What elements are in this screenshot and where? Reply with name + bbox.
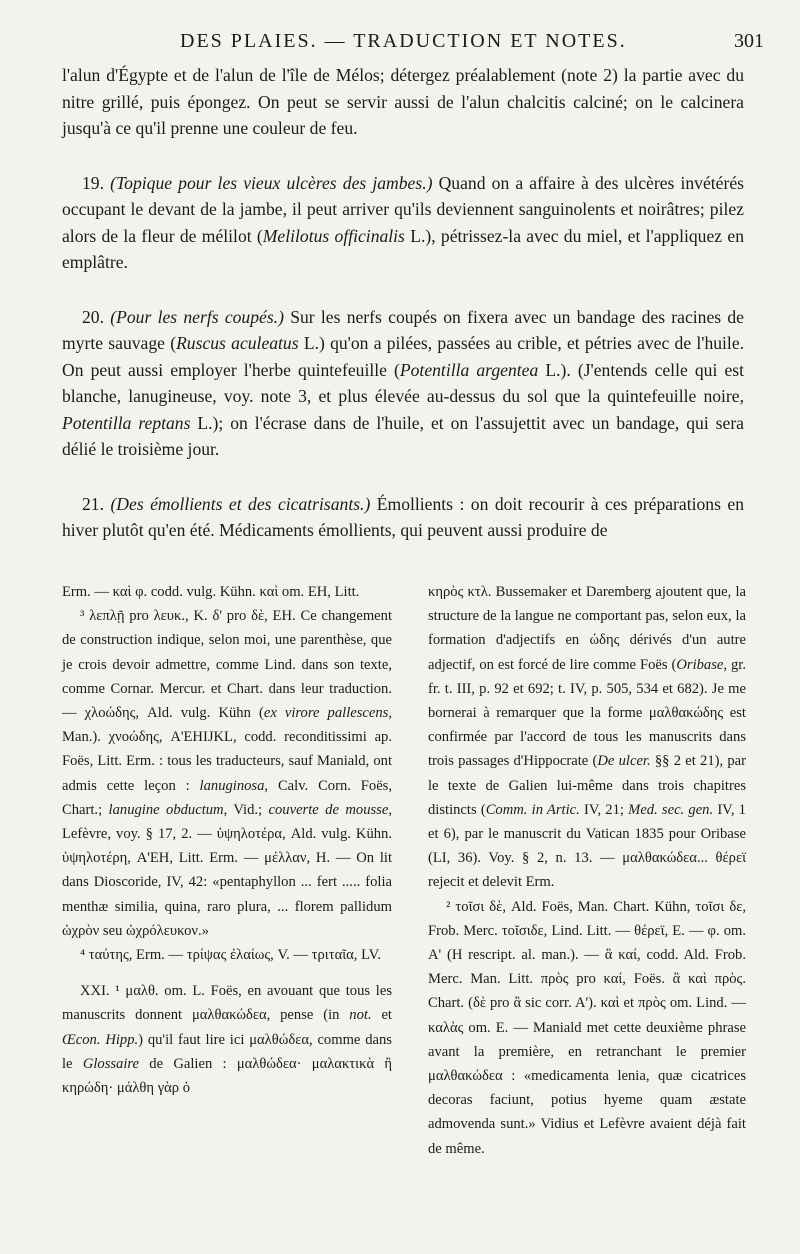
footnote-text: de Galien : μαλθώδεα· μαλακτικὰ ἢ κηρώδη· μάλθη γὰρ ὁ	[62, 1055, 392, 1097]
paragraph-title: (Des émollients et des cicatrisants.)	[110, 493, 371, 514]
footnote-italic: not.	[349, 1007, 372, 1024]
paragraph-20	[62, 304, 744, 463]
paragraph-text: L.) qu'on a pilées, passées au crible, et pétries avec de l'huile. On peut aussi employer l'herbe quintefeuille (	[62, 333, 745, 380]
footnote-xxi-1	[62, 979, 392, 1100]
paragraph-text: L.), pétrissez-la avec du miel, et l'appliquez en emplâtre.	[62, 225, 744, 272]
footnote-text: , Vid.;	[223, 801, 269, 818]
footnote-text: IV, 21;	[579, 801, 629, 818]
footnote-italic: couverte de mousse	[268, 801, 389, 818]
footnote-3	[62, 604, 392, 943]
main-text	[62, 62, 744, 544]
footnote-text: , gr. fr. t. III, p. 92 et 692; t. IV, p. 505, 534 et 682). Je me bornerai à remarquer que la forme μαλθακώδης est confirmée par l'accord de tous les manuscrits dans trois passages d'Hippocrate (	[428, 656, 746, 770]
paragraph-text: L.). (J'entends celle qui est blanche, lanugineuse, voy. note 3, et plus élevée au-dessus du sol que la quintefeuille noire,	[62, 359, 744, 406]
footnotes-right-column	[428, 580, 746, 1161]
footnote-text: ) qu'il faut lire ici μαλθώδεα, comme dans le	[62, 1031, 392, 1072]
footnote-italic: Œcon. Hipp.	[62, 1031, 139, 1048]
species-name: Potentilla reptans	[62, 412, 191, 433]
footnote-italic: ex virore pallescens	[263, 705, 389, 722]
running-title: DES PLAIES. — TRADUCTION ET NOTES.	[180, 30, 627, 52]
footnotes-left-column	[62, 580, 392, 1100]
footnote-italic: lanugine obductum	[108, 801, 224, 818]
footnote-4: ⁴ ταύτης, Erm. — τρίψας ἐλαίως, V. — τριταῖα, LV.	[80, 947, 381, 964]
species-name: Ruscus aculeatus	[176, 333, 299, 353]
paragraph-title: (Topique pour les vieux ulcères des jambes.)	[110, 172, 433, 193]
footnote-text: ³ λεπλῇ pro λευκ., K. δ' pro δὲ, EH. Ce changement de construction indique, selon moi, une parenthèse, que je crois devoir admettre, comme Lind. dans son texte, comme Cornar. Mercur. et Chart. dans leur traduction. — χλοώδης, Ald. vulg. Kühn (	[62, 608, 392, 722]
footnote-italic: lanuginosa	[199, 777, 265, 794]
paragraph-continuation: l'alun d'Égypte et de l'alun de l'île de Mélos; détergez préalablement (note 2) la partie avec du nitre grillé, puis épongez. On peut se servir aussi de l'alun chalcitis calciné; on le calcinera jusqu'à ce qu'il prenne une couleur de feu.	[62, 65, 744, 138]
species-name: Melilotus officinalis	[262, 225, 405, 246]
footnote-italic: De ulcer.	[597, 753, 651, 770]
footnote-text: κηρὸς κτλ. Bussemaker et Daremberg ajoutent que, la structure de la langue ne comportant pas, selon eux, la formation d'adjectifs en ώδης dérivés d'un autre adjectif, on est forcé de lire comme Foës (	[428, 584, 746, 673]
footnote-italic: Comm. in Artic.	[485, 801, 580, 818]
footnote-continuation: Erm. — καὶ φ. codd. vulg. Kühn. καὶ om. EH, Litt.	[62, 584, 360, 600]
paragraph-text: Sur les nerfs coupés on fixera avec un bandage des racines de myrte sauvage (	[62, 306, 744, 353]
paragraph-title: (Pour les nerfs coupés.)	[110, 306, 284, 327]
paragraph-text: Quand on a affaire à des ulcères invétérés occupant le devant de la jambe, il peut arriver qu'ils deviennent sanguinolents et noirâtres; pilez alors de la fleur de mélilot (	[62, 172, 745, 246]
paragraph-19	[62, 170, 744, 276]
paragraph-number: 21.	[82, 493, 104, 514]
paragraph-number: 20.	[82, 306, 104, 327]
footnote-italic: Glossaire	[82, 1055, 140, 1072]
footnote-xxi-2: ² τοῖσι δὲ, Ald. Foës, Man. Chart. Kühn, τοῖσι δε, Frob. Merc. τοῖσιδε, Lind. Litt. — θέρεϊ, E. — φ. om. A' (H rescript. al. man.). — ἃ καί, codd. Ald. Frob. Merc. Man. Litt. πρὸς pro καί, Foës. ἃ καὶ πρὸς. Chart. (δὲ pro ἃ sic corr. A'). καὶ et πρὸς om. Lind. — καλὰς om. E. — Maniald met cette deuxième phrase avant la première, en retranchant le premier μαλθακώδεα : «medicamenta lenia, quæ cicatrices decoras faciunt, potius hyeme quam æstate admovenda sunt.» Vidius et Lefèvre avaient déjà fait de même.	[428, 898, 746, 1157]
footnote-continuation	[428, 580, 746, 895]
footnote-text: IV, 1 et 6), par le manuscrit du Vatican 1835 pour Oribase (LI, 36). Voy. § 2, n. 13. — μαλθακώδεα... θέρεϊ rejecit et delevit Erm.	[428, 801, 746, 891]
page-number: 301	[734, 30, 764, 52]
paragraph-number: 19.	[82, 172, 104, 193]
footnote-text: , Calv. Corn. Foës, Chart.;	[62, 777, 392, 818]
footnote-text: , Lefèvre, voy. § 17, 2. — ὑψηλοτέρα, Ald. vulg. Kühn. ὑψηλοτέρη, A'EH, Litt. Erm. — μέλλαν, H. — On lit dans Dioscoride, IV, 42: «pentaphyllon ... fert ..... folia menthæ similia, quina, raro plura, ... florem pallidum ὠχρὸν seu ὠχρόλευκον.»	[62, 801, 392, 939]
paragraph-text: L.); on l'écrase dans de l'huile, et on l'assujettit avec un bandage, qui sera délié le troisième jour.	[62, 412, 744, 459]
paragraph-21	[62, 491, 744, 544]
footnotes	[62, 580, 752, 1230]
paragraph-text: Émollients : on doit recourir à ces préparations en hiver plutôt qu'en été. Médicaments émollients, qui peuvent aussi produire de	[62, 493, 744, 540]
footnote-text: §§ 2 et 21), par le texte de Galien lui-même dans trois chapitres distincts (	[428, 753, 747, 818]
footnote-italic: Oribase	[676, 656, 724, 673]
footnote-text: XXI. ¹ μαλθ. om. L. Foës, en avouant que tous les manuscrits donnent μαλθακώδεα, pense (in	[62, 983, 392, 1024]
footnote-text: et	[371, 1007, 392, 1024]
species-name: Potentilla argentea	[399, 359, 539, 380]
footnote-italic: Med. sec. gen.	[628, 801, 714, 818]
footnote-text: , Man.). χνοώδης, A'EHIJKL, codd. reconditissimi ap. Foës, Litt. Erm. : tous les traducteurs, sauf Maniald, ont admis cette leçon :	[62, 705, 392, 794]
running-header	[60, 30, 770, 60]
